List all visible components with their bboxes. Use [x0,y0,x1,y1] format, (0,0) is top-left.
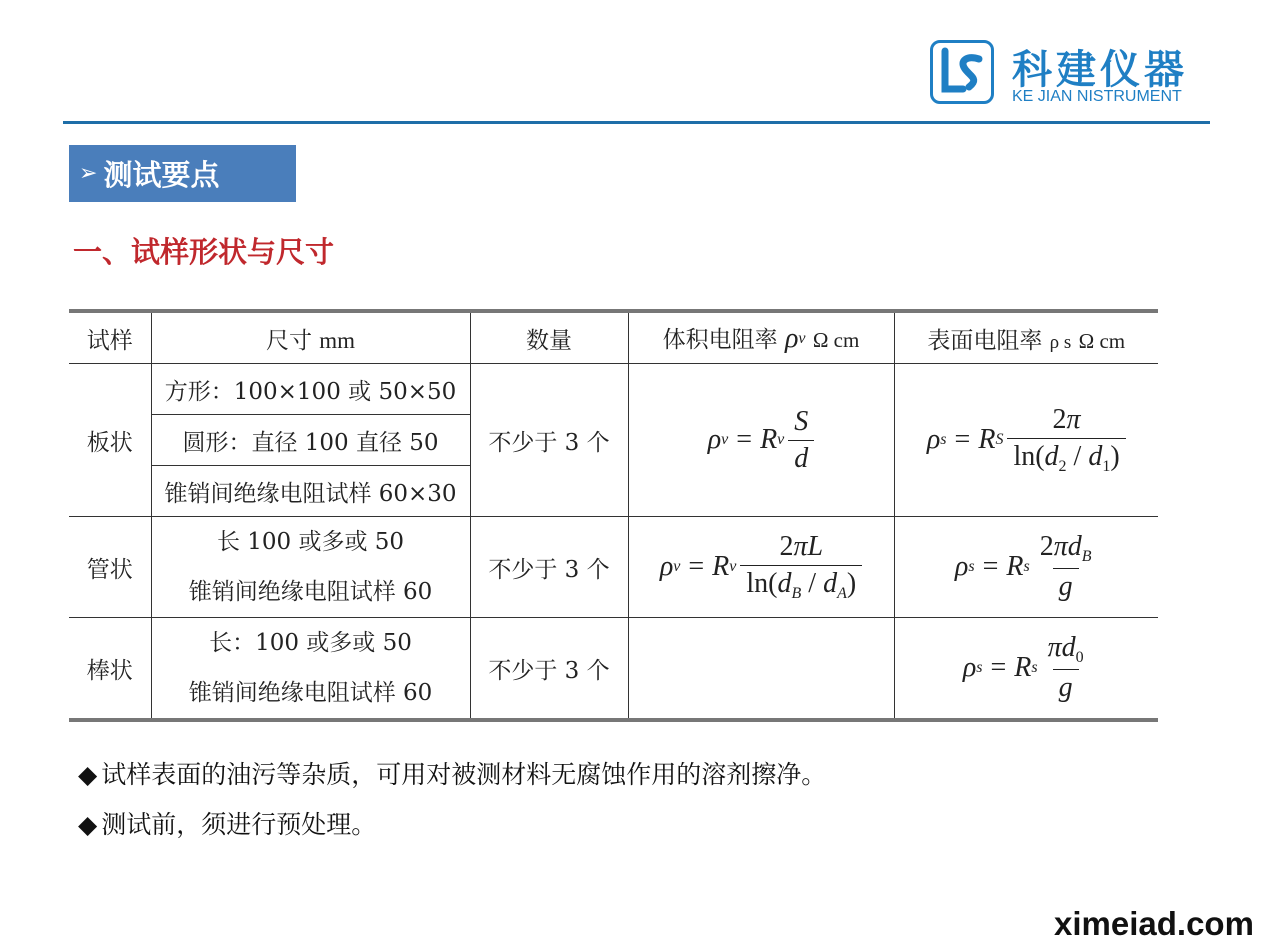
cell-size-tube-1: 长 100 或多或 50 [216,529,405,555]
arrow-icon: ➢ [79,161,98,186]
sample-spec-table [69,309,1158,722]
brand-logo [930,38,1220,110]
header-volume-label: 体积电阻率 [662,327,778,353]
cell-size-tube-2: 锥销间绝缘电阻试样 60 [188,579,433,605]
cell-size-plate-2: 圆形：直径 100 直径 50 [151,415,470,466]
note-item [78,807,826,857]
header-size-label: 尺寸 [265,327,312,354]
cell-size-rod-2: 锥销间绝缘电阻试样 60 [188,680,433,706]
cell-size-rod [151,618,470,721]
section-tag [69,145,296,202]
header-quantity: 数量 [470,311,628,364]
cell-quantity-tube: 不少于 3 个 [470,517,628,618]
formula-volume-rod-empty [628,618,894,721]
cell-size-plate-3: 锥销间绝缘电阻试样 60×30 [151,466,470,517]
header-volume-unit: Ω cm [812,328,860,352]
header-sample: 试样 [69,311,151,364]
formula-surface-rod: ρ s = R s $\frac{\pi d_0}{g}$ [894,618,1158,721]
diamond-bullet-icon: ◆ [78,760,98,789]
section-subtitle: 一、试样形状与尺寸 [73,235,335,269]
cell-size-tube [151,517,470,618]
note-text-2: 测试前，须进行预处理。 [101,810,377,839]
cell-quantity-plate: 不少于 3 个 [470,364,628,517]
header-surface-symbol: ρ s [1049,331,1072,353]
cell-sample-rod: 棒状 [69,618,151,721]
header-volume-resistivity [628,311,894,364]
header-size-unit: mm [319,327,356,353]
note-item [78,757,826,807]
table-row-tube [69,517,1158,618]
table-row-plate [69,364,1158,415]
brand-name-en: KE JIAN NISTRUMENT [1012,88,1182,105]
section-tag-label: 测试要点 [103,158,220,192]
cell-sample-tube: 管状 [69,517,151,618]
formula-surface-tube: ρ s = R s $\frac{2\pi d_B}{g}$ [894,517,1158,618]
note-text-1: 试样表面的油污等杂质，可用对被测材料无腐蚀作用的溶剂擦净。 [101,760,827,789]
diamond-bullet-icon: ◆ [78,810,98,839]
formula-volume-tube: ρ v = R v $\frac{2\pi L}{\ln(d_B / d_A)}$ [628,517,894,618]
rho-v-symbol: ρ v [784,323,806,354]
watermark: ximeiad.com [1054,905,1254,942]
table-header-row [69,311,1158,364]
header-surface-resistivity [894,311,1158,364]
header-surface-unit: Ω cm [1078,328,1126,353]
formula-volume-plate: ρ v = R v $\frac{S}{d}$ [628,364,894,517]
brand-name-cn: 科建仪器 [1012,47,1188,93]
header-divider [63,121,1210,124]
cell-sample-plate: 板状 [69,364,151,517]
notes-list [78,757,826,857]
header-size [151,311,470,364]
table-row-rod [69,618,1158,721]
header-surface-label: 表面电阻率 [927,327,1043,354]
cell-quantity-rod: 不少于 3 个 [470,618,628,721]
cell-size-plate-1: 方形：100×100 或 50×50 [151,364,470,415]
formula-surface-plate: ρ s = R S $\frac{2\pi}{\ln(d_2 / d_1)}$ [894,364,1158,517]
cell-size-rod-1: 长：100 或多或 50 [209,630,412,656]
logo-mark-icon [930,40,994,104]
